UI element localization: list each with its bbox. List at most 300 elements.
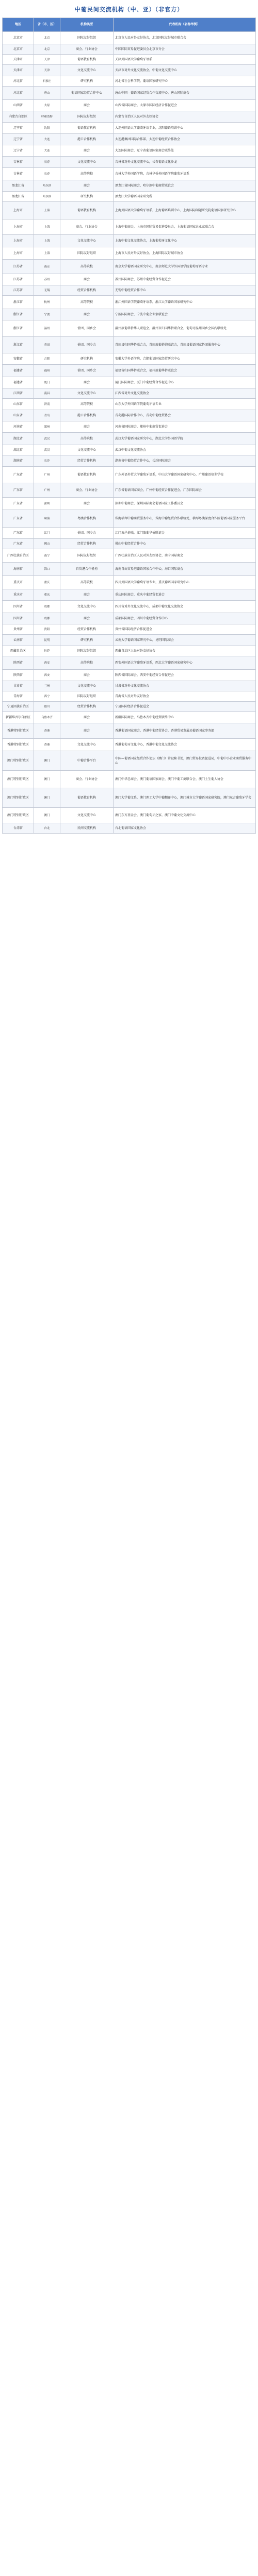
cell-region: 浙江省 (3, 337, 34, 353)
table-row (3, 260, 256, 274)
cell-type: 经贸合作机构 (60, 624, 114, 635)
cell-province: 福州 (34, 365, 60, 377)
cell-region: 北京市 (3, 44, 34, 55)
cell-organizations: 江门五邑侨联，江门旅葡华侨联谊会 (114, 528, 256, 539)
cell-province: 贵阳 (34, 624, 60, 635)
cell-organizations: 温州旅葡华侨华人联谊会，温州市归国华侨联合会，葡萄牙温州同乡会国内联络处 (114, 320, 256, 337)
cell-region: 重庆市 (3, 589, 34, 601)
cell-province: 哈尔滨 (34, 192, 60, 202)
cell-type: 文化交流中心 (60, 739, 114, 751)
table-row (3, 399, 256, 410)
cell-organizations: 新疆国际商会，乌鲁木齐中葡经贸联络中心 (114, 712, 256, 723)
table-row (3, 576, 256, 589)
cell-region: 上海市 (3, 247, 34, 260)
table-row (3, 111, 256, 123)
cell-region: 广东省 (3, 483, 34, 498)
cell-type: 国际友好组织 (60, 646, 114, 656)
cell-province: 江门 (34, 528, 60, 539)
cell-region: 上海市 (3, 202, 34, 219)
table-row (3, 219, 256, 235)
cell-organizations: 湖南省中葡经贸合作中心，长沙国际商会 (114, 455, 256, 467)
table-row (3, 123, 256, 134)
cell-region: 浙江省 (3, 309, 34, 320)
cell-organizations: 广西壮族自治区人民对外友好协会，南宁国际商会 (114, 549, 256, 563)
cell-organizations: 珠海横琴中葡商贸服务中心，珠海中葡经贸合作联络处，横琴粤澳深度合作区葡语国家服务平台 (114, 510, 256, 528)
cell-region: 安徽省 (3, 353, 34, 365)
cell-organizations: 唐山中国—葡语国家经贸合作交流中心，唐山国际商会 (114, 87, 256, 100)
cell-region: 湖北省 (3, 433, 34, 445)
institutions-table (2, 18, 256, 834)
cell-province: 太原 (34, 100, 60, 111)
cell-province: 广州 (34, 483, 60, 498)
cell-region: 广西壮族自治区 (3, 549, 34, 563)
cell-province: 南京 (34, 260, 60, 274)
cell-organizations: 香港葡萄牙文化中心，香港中葡文化交流协会 (114, 739, 256, 751)
cell-type: 商会 (60, 498, 114, 510)
cell-organizations: 山西省国际商会，太原市国际经济合作促进会 (114, 100, 256, 111)
cell-organizations: 江西省对外文化交流协会 (114, 388, 256, 399)
cell-province: 无锡 (34, 285, 60, 296)
table-row (3, 445, 256, 455)
cell-province: 上海 (34, 219, 60, 235)
table-row (3, 353, 256, 365)
cell-region: 海南省 (3, 563, 34, 576)
cell-organizations: 吉林大学外国语学院，吉林华桥外国语学院葡萄牙语系 (114, 168, 256, 180)
cell-organizations: 苏州国际商会，苏州中葡经贸合作促进会 (114, 274, 256, 285)
cell-province: 西安 (34, 656, 60, 670)
table-row (3, 388, 256, 399)
table-row (3, 320, 256, 337)
cell-region: 吉林省 (3, 157, 34, 168)
cell-type: 商会 (60, 180, 114, 192)
cell-type: 民间交流机构 (60, 823, 114, 834)
cell-region: 甘肃省 (3, 681, 34, 691)
cell-province: 上海 (34, 247, 60, 260)
cell-region: 广东省 (3, 467, 34, 483)
cell-province: 成都 (34, 613, 60, 624)
table-row (3, 528, 256, 539)
cell-organizations: 青岛港国际合作中心，青岛中葡经贸协会 (114, 410, 256, 421)
cell-type: 港口合作机构 (60, 410, 114, 421)
table-row (3, 681, 256, 691)
cell-region: 广东省 (3, 528, 34, 539)
cell-type: 港口合作机构 (60, 134, 114, 145)
header-region: 地区 (3, 18, 34, 32)
cell-type: 经贸合作机构 (60, 285, 114, 296)
cell-region: 澳门特别行政区 (3, 751, 34, 771)
cell-organizations: 西安外国语大学葡萄牙语系，西北大学葡语国家研究中心 (114, 656, 256, 670)
cell-region: 台湾省 (3, 823, 34, 834)
cell-province: 大连 (34, 145, 60, 157)
cell-province: 长沙 (34, 455, 60, 467)
cell-type: 葡语教育机构 (60, 55, 114, 65)
table-row (3, 624, 256, 635)
cell-type: 商会 (60, 145, 114, 157)
cell-province: 海口 (34, 563, 60, 576)
cell-province: 西安 (34, 670, 60, 681)
table-row (3, 712, 256, 723)
table-row (3, 723, 256, 739)
cell-type: 商会、行业协会 (60, 771, 114, 788)
cell-type: 文化交流中心 (60, 445, 114, 455)
cell-province: 苏州 (34, 274, 60, 285)
cell-organizations: 海南自由贸易港葡语国家合作中心，海口国际商会 (114, 563, 256, 576)
header-province: 省（市、区） (34, 18, 60, 32)
table-body (3, 32, 256, 834)
cell-region: 陕西省 (3, 670, 34, 681)
cell-type: 商会 (60, 589, 114, 601)
table-row (3, 235, 256, 247)
cell-organizations: 重庆国际商会，重庆中葡经贸促进会 (114, 589, 256, 601)
cell-region: 河南省 (3, 421, 34, 433)
cell-province: 合肥 (34, 353, 60, 365)
cell-type: 文化交流中心 (60, 65, 114, 76)
cell-type: 经贸合作机构 (60, 539, 114, 549)
table-row (3, 549, 256, 563)
cell-organizations: 甘肃省对外文化交流协会 (114, 681, 256, 691)
table-row (3, 702, 256, 712)
cell-province: 重庆 (34, 589, 60, 601)
cell-province: 南宁 (34, 549, 60, 563)
cell-region: 山东省 (3, 399, 34, 410)
cell-type: 国际友好组织 (60, 691, 114, 702)
cell-province: 杭州 (34, 296, 60, 309)
cell-province: 长春 (34, 168, 60, 180)
cell-region: 青海省 (3, 691, 34, 702)
cell-province: 青岛 (34, 410, 60, 421)
table-row (3, 751, 256, 771)
cell-organizations: 武汉中葡文化交流协会 (114, 445, 256, 455)
cell-province: 石家庄 (34, 76, 60, 87)
table-row (3, 365, 256, 377)
cell-type: 商会 (60, 309, 114, 320)
cell-type: 中葡合作平台 (60, 751, 114, 771)
cell-organizations: 宁夏国际经济合作促进会 (114, 702, 256, 712)
cell-organizations: 陕西省国际商会，西安中葡经贸合作促进会 (114, 670, 256, 681)
table-row (3, 563, 256, 576)
cell-type: 商会 (60, 274, 114, 285)
cell-organizations: 成都国际商会，四川中葡经贸合作中心 (114, 613, 256, 624)
table-row (3, 44, 256, 55)
cell-type: 商会 (60, 670, 114, 681)
cell-province: 长春 (34, 157, 60, 168)
cell-type: 商会 (60, 613, 114, 624)
cell-organizations: 厦门国际商会，厦门中葡经贸合作促进中心 (114, 377, 256, 388)
cell-region: 云南省 (3, 635, 34, 646)
cell-region: 香港特别行政区 (3, 739, 34, 751)
cell-province: 温州 (34, 320, 60, 337)
table-row (3, 87, 256, 100)
cell-organizations: 安徽大学外语学院，合肥葡语国家经贸研究中心 (114, 353, 256, 365)
table-row (3, 467, 256, 483)
table-row (3, 180, 256, 192)
cell-organizations: 宁波国际商会，宁波中葡企业家联谊会 (114, 309, 256, 320)
table-row (3, 739, 256, 751)
cell-type: 葡语教育机构 (60, 202, 114, 219)
cell-province: 澳门 (34, 808, 60, 823)
table-row (3, 202, 256, 219)
table-row (3, 65, 256, 76)
cell-organizations: 西藏自治区人民对外友好协会 (114, 646, 256, 656)
table-row (3, 157, 256, 168)
cell-type: 研究机构 (60, 353, 114, 365)
cell-region: 江苏省 (3, 274, 34, 285)
cell-organizations: 山东大学外国语学院葡萄牙语专业 (114, 399, 256, 410)
cell-region: 广东省 (3, 498, 34, 510)
table-row (3, 274, 256, 285)
cell-province: 佛山 (34, 539, 60, 549)
table-row (3, 55, 256, 65)
table-row (3, 100, 256, 111)
cell-type: 高等院校 (60, 168, 114, 180)
cell-province: 青田 (34, 337, 60, 353)
document-title: 中葡民间交流机构（中、亚）（非官方） (74, 6, 184, 13)
cell-region: 澳门特别行政区 (3, 771, 34, 788)
cell-type: 研究机构 (60, 192, 114, 202)
cell-type: 高等院校 (60, 296, 114, 309)
cell-type: 商会 (60, 377, 114, 388)
cell-type: 高等院校 (60, 399, 114, 410)
cell-province: 昆明 (34, 635, 60, 646)
cell-organizations: 大连外国语大学葡萄牙语专业，沈阳葡语培训中心 (114, 123, 256, 134)
cell-organizations: 大连港集团国际合作部，大连中葡经贸合作协会 (114, 134, 256, 145)
cell-province: 澳门 (34, 771, 60, 788)
cell-province: 广州 (34, 467, 60, 483)
cell-type: 葡语教育机构 (60, 123, 114, 134)
cell-organizations: 上海中葡商会，上海市国际贸易促进委员会，上海葡语国家企业家联合会 (114, 219, 256, 235)
cell-type: 商会、行业协会 (60, 219, 114, 235)
cell-province: 济南 (34, 399, 60, 410)
cell-province: 北京 (34, 32, 60, 44)
cell-type: 商会 (60, 712, 114, 723)
table-row (3, 76, 256, 87)
cell-type: 商会 (60, 100, 114, 111)
table-row (3, 589, 256, 601)
table-row (3, 635, 256, 646)
cell-province: 北京 (34, 44, 60, 55)
cell-region: 江苏省 (3, 285, 34, 296)
cell-organizations: 中国国际贸易促进委员会北京市分会 (114, 44, 256, 55)
cell-organizations: 吉林省对外文化交流中心，长春葡语文化沙龙 (114, 157, 256, 168)
cell-region: 河北省 (3, 76, 34, 87)
cell-type: 侨团、同乡会 (60, 337, 114, 353)
cell-region: 湖南省 (3, 455, 34, 467)
cell-region: 山东省 (3, 410, 34, 421)
cell-organizations: 广东外语外贸大学葡萄牙语系，中山大学葡语国家研究中心，广州葡语培训学校 (114, 467, 256, 483)
cell-type: 商会 (60, 723, 114, 739)
cell-type: 商会 (60, 421, 114, 433)
cell-type: 文化交流中心 (60, 681, 114, 691)
cell-organizations: 北京市人民对外友好协会，北京国际友好城市联合会 (114, 32, 256, 44)
cell-province: 南昌 (34, 388, 60, 399)
table-row (3, 670, 256, 681)
cell-organizations: 黑龙江大学葡语国家研究所 (114, 192, 256, 202)
cell-type: 粤澳合作机构 (60, 510, 114, 528)
table-row (3, 421, 256, 433)
table-row (3, 613, 256, 624)
cell-region: 西藏自治区 (3, 646, 34, 656)
cell-region: 贵州省 (3, 624, 34, 635)
cell-province: 台北 (34, 823, 60, 834)
cell-type: 侨团、同乡会 (60, 365, 114, 377)
cell-region: 黑龙江省 (3, 180, 34, 192)
table-row (3, 145, 256, 157)
cell-type: 高等院校 (60, 656, 114, 670)
table-row (3, 134, 256, 145)
cell-organizations: 河南省国际商会，郑州中葡商贸促进会 (114, 421, 256, 433)
cell-type: 葡语教育机构 (60, 788, 114, 808)
cell-organizations: 天津外国语大学葡萄牙语系 (114, 55, 256, 65)
cell-organizations: 福建省归国华侨联合会，福州旅葡华侨联谊会 (114, 365, 256, 377)
table-row (3, 455, 256, 467)
table-row (3, 410, 256, 421)
cell-province: 深圳 (34, 498, 60, 510)
cell-type: 经贸合作机构 (60, 455, 114, 467)
cell-region: 福建省 (3, 365, 34, 377)
cell-province: 上海 (34, 202, 60, 219)
table-row (3, 823, 256, 834)
cell-region: 上海市 (3, 235, 34, 247)
cell-province: 乌鲁木齐 (34, 712, 60, 723)
cell-organizations: 贵州省国际经济合作促进会 (114, 624, 256, 635)
cell-organizations: 台北葡语国家文化协会 (114, 823, 256, 834)
cell-organizations: 武汉大学葡语国家研究中心，湖北大学外国语学院 (114, 433, 256, 445)
cell-organizations: 澳门东方基金会，澳门葡萄牙之家，澳门中葡文化交流中心 (114, 808, 256, 823)
cell-type: 高等院校 (60, 433, 114, 445)
cell-organizations: 浙江外国语学院葡萄牙语系，浙江大学葡语国家研究中心 (114, 296, 256, 309)
cell-organizations: 四川省对外文化交流中心，成都中葡文化交流协会 (114, 601, 256, 613)
table-row (3, 656, 256, 670)
cell-organizations: 澳门中华总商会，澳门葡语国家商会，澳门中葡工商联合会，澳门土生葡人协会 (114, 771, 256, 788)
cell-type: 高等院校 (60, 576, 114, 589)
table-row (3, 377, 256, 388)
header-organizations: 代表机构（名称举例） (114, 18, 256, 32)
cell-region: 辽宁省 (3, 123, 34, 134)
cell-type: 商会、行业协会 (60, 483, 114, 498)
cell-province: 天津 (34, 55, 60, 65)
cell-province: 厦门 (34, 377, 60, 388)
cell-province: 上海 (34, 235, 60, 247)
cell-province: 拉萨 (34, 646, 60, 656)
cell-province: 唐山 (34, 87, 60, 100)
cell-region: 湖北省 (3, 445, 34, 455)
cell-province: 澳门 (34, 751, 60, 771)
cell-region: 黑龙江省 (3, 192, 34, 202)
cell-type: 侨团、同乡会 (60, 320, 114, 337)
cell-type: 国际友好组织 (60, 247, 114, 260)
table-row (3, 247, 256, 260)
cell-province: 哈尔滨 (34, 180, 60, 192)
table-row (3, 646, 256, 656)
cell-region: 香港特别行政区 (3, 723, 34, 739)
cell-type: 商会、行业协会 (60, 44, 114, 55)
cell-organizations: 上海市人民对外友好协会，上海国际友好城市协会 (114, 247, 256, 260)
table-row (3, 296, 256, 309)
cell-region: 重庆市 (3, 576, 34, 589)
table-row (3, 808, 256, 823)
cell-region: 天津市 (3, 65, 34, 76)
cell-organizations: 黑龙江省国际商会，哈尔滨中葡商贸联谊会 (114, 180, 256, 192)
cell-region: 河北省 (3, 87, 34, 100)
cell-type: 葡语教育机构 (60, 467, 114, 483)
cell-organizations: 四川外国语大学葡萄牙语专业，重庆葡语国家研究中心 (114, 576, 256, 589)
table-row (3, 691, 256, 702)
cell-organizations: 中国—葡语国家经贸合作论坛（澳门）常设秘书处，澳门贸易投资促进局，中葡中小企业商贸服务中心 (114, 751, 256, 771)
cell-organizations: 佛山中葡经贸合作中心 (114, 539, 256, 549)
cell-type: 研究机构 (60, 76, 114, 87)
cell-region: 福建省 (3, 377, 34, 388)
table-row (3, 771, 256, 788)
header-type: 机构类型 (60, 18, 114, 32)
cell-province: 香港 (34, 723, 60, 739)
cell-type: 文化交流中心 (60, 808, 114, 823)
cell-region: 辽宁省 (3, 145, 34, 157)
cell-organizations: 天津市对外文化交流协会，中葡文化交流中心 (114, 65, 256, 76)
cell-province: 澳门 (34, 788, 60, 808)
cell-province: 重庆 (34, 576, 60, 589)
cell-organizations: 上海中葡文化交流协会，上海葡萄牙文化中心 (114, 235, 256, 247)
cell-province: 兰州 (34, 681, 60, 691)
table-row (3, 539, 256, 549)
cell-organizations: 深圳中葡商会，深圳国际商会葡语国家工作委员会 (114, 498, 256, 510)
table-row (3, 498, 256, 510)
table-row (3, 168, 256, 180)
cell-province: 郑州 (34, 421, 60, 433)
cell-region: 澳门特别行政区 (3, 788, 34, 808)
cell-region: 浙江省 (3, 296, 34, 309)
table-row (3, 309, 256, 320)
cell-region: 江西省 (3, 388, 34, 399)
cell-region: 江苏省 (3, 260, 34, 274)
cell-province: 武汉 (34, 445, 60, 455)
cell-type: 文化交流中心 (60, 157, 114, 168)
cell-organizations: 南京大学葡语国家研究中心，南京师范大学外国语学院葡萄牙语专业 (114, 260, 256, 274)
table-row (3, 192, 256, 202)
cell-region: 宁夏回族自治区 (3, 702, 34, 712)
cell-region: 广东省 (3, 539, 34, 549)
cell-organizations: 大连国际商会，辽宁省葡语国家商会联络处 (114, 145, 256, 157)
table-row (3, 601, 256, 613)
cell-organizations: 内蒙古自治区人民对外友好协会 (114, 111, 256, 123)
cell-type: 文化交流中心 (60, 601, 114, 613)
table-row (3, 32, 256, 44)
cell-type: 文化交流中心 (60, 388, 114, 399)
cell-province: 成都 (34, 601, 60, 613)
table-row (3, 337, 256, 353)
cell-organizations: 河北省社会科学院，葡语国家研究中心 (114, 76, 256, 87)
cell-province: 香港 (34, 739, 60, 751)
cell-type: 研究机构 (60, 635, 114, 646)
cell-region: 新疆维吾尔自治区 (3, 712, 34, 723)
cell-type: 高等院校 (60, 260, 114, 274)
cell-region: 上海市 (3, 219, 34, 235)
cell-region: 内蒙古自治区 (3, 111, 34, 123)
cell-organizations: 广东省葡语国家商会，广州中葡经贸合作促进会，广东国际商会 (114, 483, 256, 498)
cell-province: 西宁 (34, 691, 60, 702)
cell-region: 山西省 (3, 100, 34, 111)
cell-organizations: 上海外国语大学葡萄牙语系，上海葡语培训中心，上海国际问题研究院葡语国家研究中心 (114, 202, 256, 219)
cell-region: 澳门特别行政区 (3, 808, 34, 823)
cell-region: 吉林省 (3, 168, 34, 180)
cell-type: 侨团、同乡会 (60, 528, 114, 539)
cell-type: 文化交流中心 (60, 235, 114, 247)
table-row (3, 788, 256, 808)
table-header-row (3, 18, 256, 32)
cell-organizations: 香港葡语国家商会，香港中葡经贸协会，香港贸易发展局葡语国家事务部 (114, 723, 256, 739)
cell-region: 天津市 (3, 55, 34, 65)
cell-province: 呼和浩特 (34, 111, 60, 123)
cell-region: 四川省 (3, 601, 34, 613)
